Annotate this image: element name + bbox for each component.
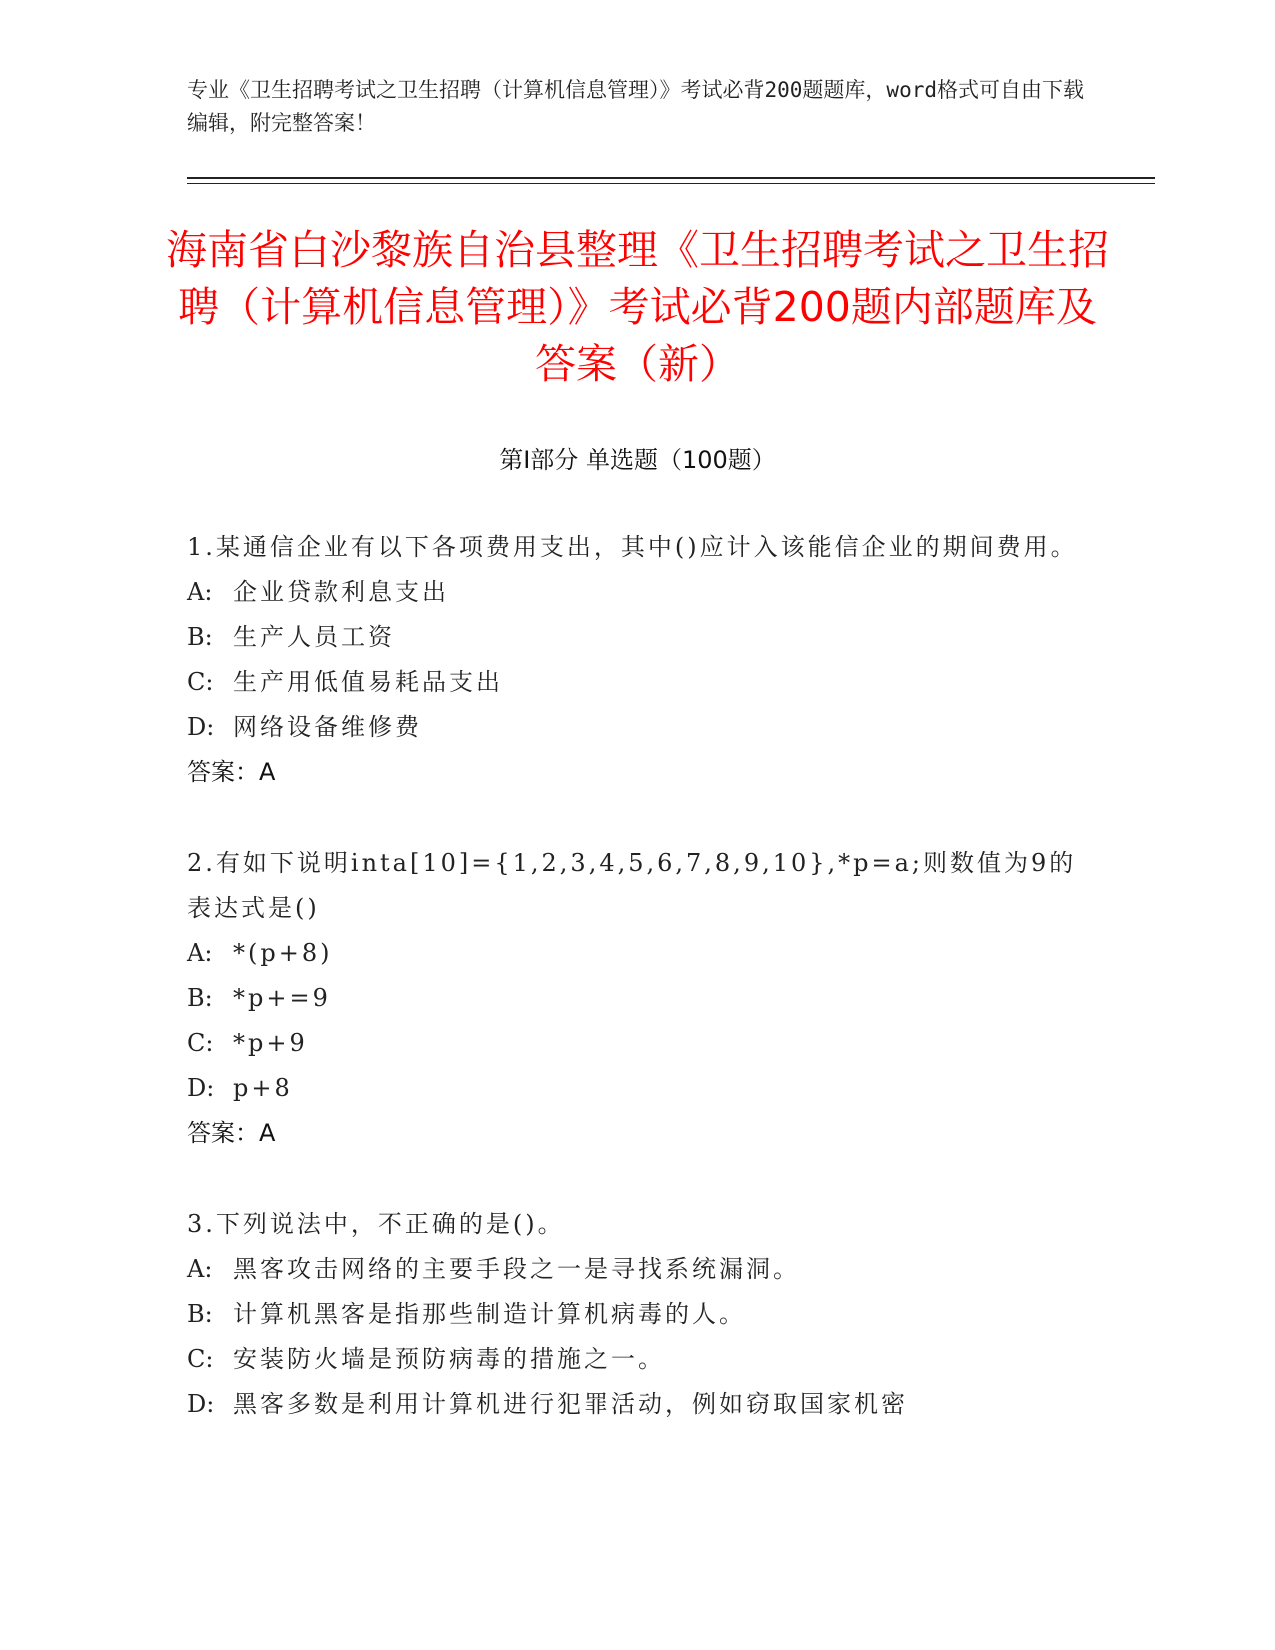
question-text: 1.某通信企业有以下各项费用支出，其中()应计入该能信企业的期间费用。 — [187, 533, 1078, 561]
option-text: 企业贷款利息支出 — [233, 578, 449, 606]
header-rule-thick — [187, 177, 1155, 179]
answer: 答案：A — [187, 1119, 276, 1147]
option-text: *(p+8) — [233, 939, 333, 967]
option-b — [187, 976, 1087, 1021]
option-text: *p+=9 — [233, 984, 331, 1012]
option-text: 黑客多数是利用计算机进行犯罪活动，例如窃取国家机密 — [233, 1390, 908, 1418]
option-letter: B: — [187, 984, 213, 1012]
option-letter: A: — [187, 578, 213, 606]
option-b — [187, 1292, 1087, 1337]
option-a — [187, 931, 1087, 976]
option-letter: C: — [187, 668, 214, 696]
question-2 — [187, 841, 1087, 1156]
option-letter: A: — [187, 939, 213, 967]
header-note: 专业《卫生招聘考试之卫生招聘（计算机信息管理）》考试必背200题题库，word格式可自由下载编辑，附完整答案！ — [187, 78, 1084, 135]
option-d — [187, 705, 1087, 750]
option-text: 计算机黑客是指那些制造计算机病毒的人。 — [233, 1300, 746, 1328]
question-1 — [187, 525, 1087, 795]
option-c — [187, 660, 1087, 705]
option-a — [187, 1247, 1087, 1292]
option-a — [187, 570, 1087, 615]
question-3 — [187, 1202, 1087, 1427]
option-letter: B: — [187, 1300, 213, 1328]
option-d — [187, 1066, 1087, 1111]
option-letter: C: — [187, 1345, 214, 1373]
option-letter: A: — [187, 1255, 213, 1283]
header-rule-thin — [187, 183, 1155, 184]
option-letter: D: — [187, 1390, 215, 1418]
option-text: 生产用低值易耗品支出 — [233, 668, 503, 696]
option-b — [187, 615, 1087, 660]
question-text: 3.下列说法中，不正确的是()。 — [187, 1210, 565, 1238]
option-letter: B: — [187, 623, 213, 651]
option-d — [187, 1382, 1087, 1427]
answer: 答案：A — [187, 758, 276, 786]
option-text: p+8 — [233, 1074, 293, 1102]
option-c — [187, 1021, 1087, 1066]
option-c — [187, 1337, 1087, 1382]
option-text: 黑客攻击网络的主要手段之一是寻找系统漏洞。 — [233, 1255, 800, 1283]
option-letter: C: — [187, 1029, 214, 1057]
option-text: 生产人员工资 — [233, 623, 395, 651]
section-title: 第Ⅰ部分 单选题（100题） — [499, 446, 776, 474]
question-text: 2.有如下说明inta[10]={1,2,3,4,5,6,7,8,9,10},*p=a;则数值为9的表达式是() — [187, 849, 1077, 922]
option-text: *p+9 — [233, 1029, 308, 1057]
option-letter: D: — [187, 1074, 215, 1102]
option-letter: D: — [187, 713, 215, 741]
document-title: 海南省白沙黎族自治县整理《卫生招聘考试之卫生招聘（计算机信息管理）》考试必背200题内部题库及答案（新） — [166, 226, 1109, 388]
question-list — [187, 525, 1087, 1473]
option-text: 安装防火墙是预防病毒的措施之一。 — [233, 1345, 665, 1373]
option-text: 网络设备维修费 — [233, 713, 422, 741]
